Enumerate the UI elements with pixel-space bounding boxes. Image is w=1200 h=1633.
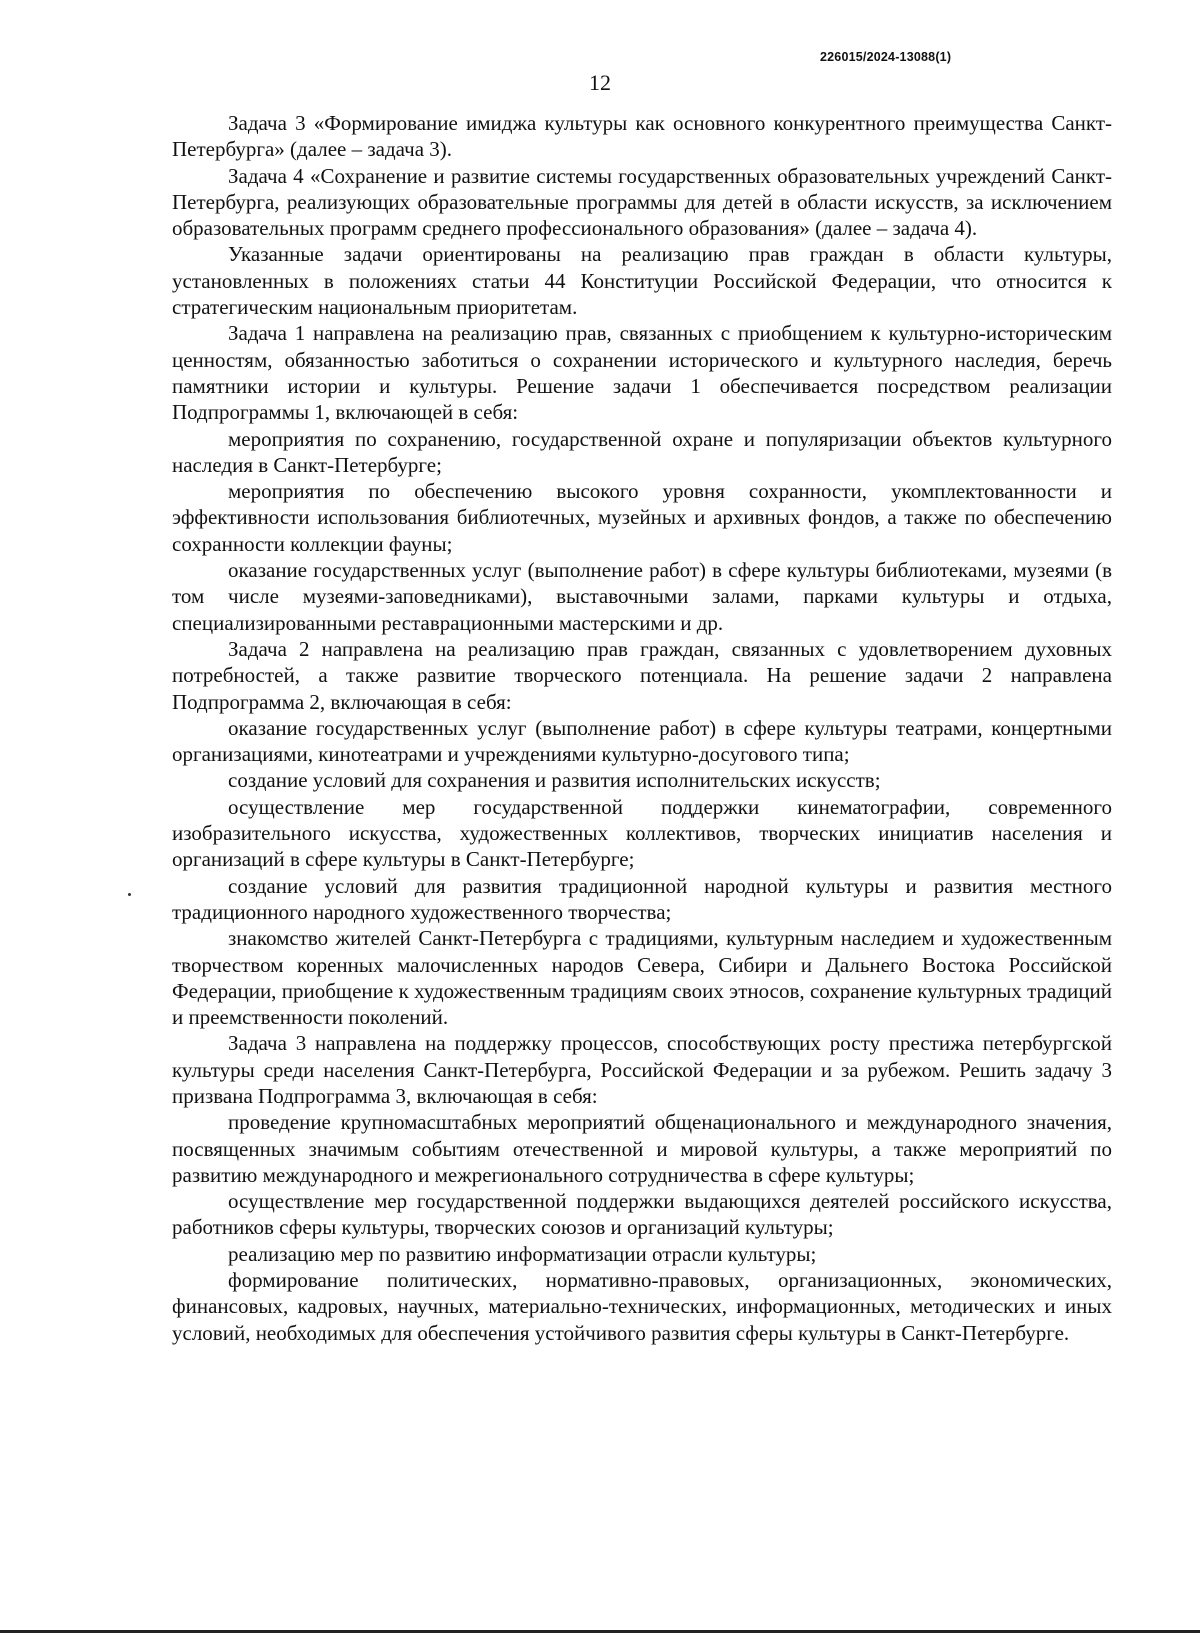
list-item-informatization: реализацию мер по развитию информатизации отрасли культуры; — [228, 1241, 817, 1266]
paragraph-task1-description: Задача 1 направлена на реализацию прав, связанных с приобщением к культурно-историческим ценностям, обязанностью заботиться о сохранении исторического и культурного наследия, беречь памятники истории и культуры. Решение задачи 1 обеспечивается посредством реализации Подпрограммы 1, включающей в себя: — [172, 321, 1112, 425]
list-item-libraries-museums-services: оказание государственных услуг (выполнение работ) в сфере культуры библиотеками, музеями (в том числе музеями-заповедниками), выставочными залами, парками культуры и отдыха, специализированными реставрационными мастерскими и др. — [172, 558, 1112, 635]
paragraph-task2-description: Задача 2 направлена на реализацию прав граждан, связанных с удовлетворением духовных потребностей, а также развитие творческого потенциала. На решение задачи 2 направлена Подпрограмма 2, включающая в себя: — [172, 636, 1112, 714]
paragraph-task3-definition: Задача 3 «Формирование имиджа культуры как основного конкурентного преимущества Санкт-Петербурга» (далее – задача 3). — [172, 111, 1112, 162]
page-number: 12 — [589, 70, 611, 95]
list-item-indigenous-peoples: знакомство жителей Санкт-Петербурга с традициями, культурным наследием и художественным творчеством коренных малочисленных народов Севера, Сибири и Дальнего Востока Российской Федерации, приобщение к художественным традициям своих этносов, сохранение культурных традиций и преемственности поколений. — [172, 926, 1112, 1030]
paragraph-task4-definition: Задача 4 «Сохранение и развитие системы государственных образовательных учреждений Санкт-Петербурга, реализующих образовательные программы для детей в области искусств, за исключением образовательных программ среднего профессионального образования» (далее – задача 4). — [172, 163, 1112, 241]
scan-speck — [128, 893, 131, 896]
list-item-heritage-protection: мероприятия по сохранению, государственной охране и популяризации объектов культурного наследия в Санкт-Петербурге; — [172, 426, 1112, 477]
list-item-theatres-services: оказание государственных услуг (выполнение работ) в сфере культуры театрами, концертными организациями, кинотеатрами и учреждениями культурно-досугового типа; — [172, 715, 1112, 767]
list-item-state-support-figures: осуществление мер государственной поддержки выдающихся деятелей российского искусства, работников сферы культуры, творческих союзов и организаций культуры; — [172, 1189, 1112, 1240]
document-registration-number: 226015/2024-13088(1) — [820, 50, 952, 64]
list-item-folk-culture: создание условий для развития традиционной народной культуры и развития местного традиционного народного художественного творчества; — [172, 873, 1112, 924]
list-item-cinema-support: осуществление мер государственной поддержки кинематографии, современного изобразительного искусства, художественных коллективов, творческих инициатив населения и организаций в сфере культуры в Санкт-Петербурге; — [172, 794, 1112, 872]
paragraph-tasks-orientation: Указанные задачи ориентированы на реализацию прав граждан в области культуры, установленных в положениях статьи 44 Конституции Российской Федерации, что относится к стратегическим национальным приоритетам. — [172, 242, 1112, 320]
paragraph-task3-description: Задача 3 направлена на поддержку процессов, способствующих росту престижа петербургской культуры среди населения Санкт-Петербурга, Российской Федерации и за рубежом. Решить задачу 3 призвана Подпрограмма 3, включающая в себя: — [172, 1031, 1112, 1108]
list-item-performing-arts: создание условий для сохранения и развития исполнительских искусств; — [228, 768, 881, 793]
list-item-large-scale-events: проведение крупномасштабных мероприятий общенационального и международного значения, посвященных значимым событиям отечественной и мировой культуры, а также мероприятий по развитию международного и межрегионального сотрудничества в сфере культуры; — [172, 1110, 1112, 1187]
document-body — [172, 110, 1112, 1346]
list-item-funds-preservation: мероприятия по обеспечению высокого уровня сохранности, укомплектованности и эффективности использования библиотечных, музейных и архивных фондов, а также по обеспечению сохранности коллекции фауны; — [172, 479, 1112, 556]
list-item-sustainable-development: формирование политических, нормативно-правовых, организационных, экономических, финансовых, кадровых, научных, материально-технических, информационных, методических и иных условий, необходимых для обеспечения устойчивого развития сферы культуры в Санкт-Петербурге. — [172, 1268, 1112, 1345]
